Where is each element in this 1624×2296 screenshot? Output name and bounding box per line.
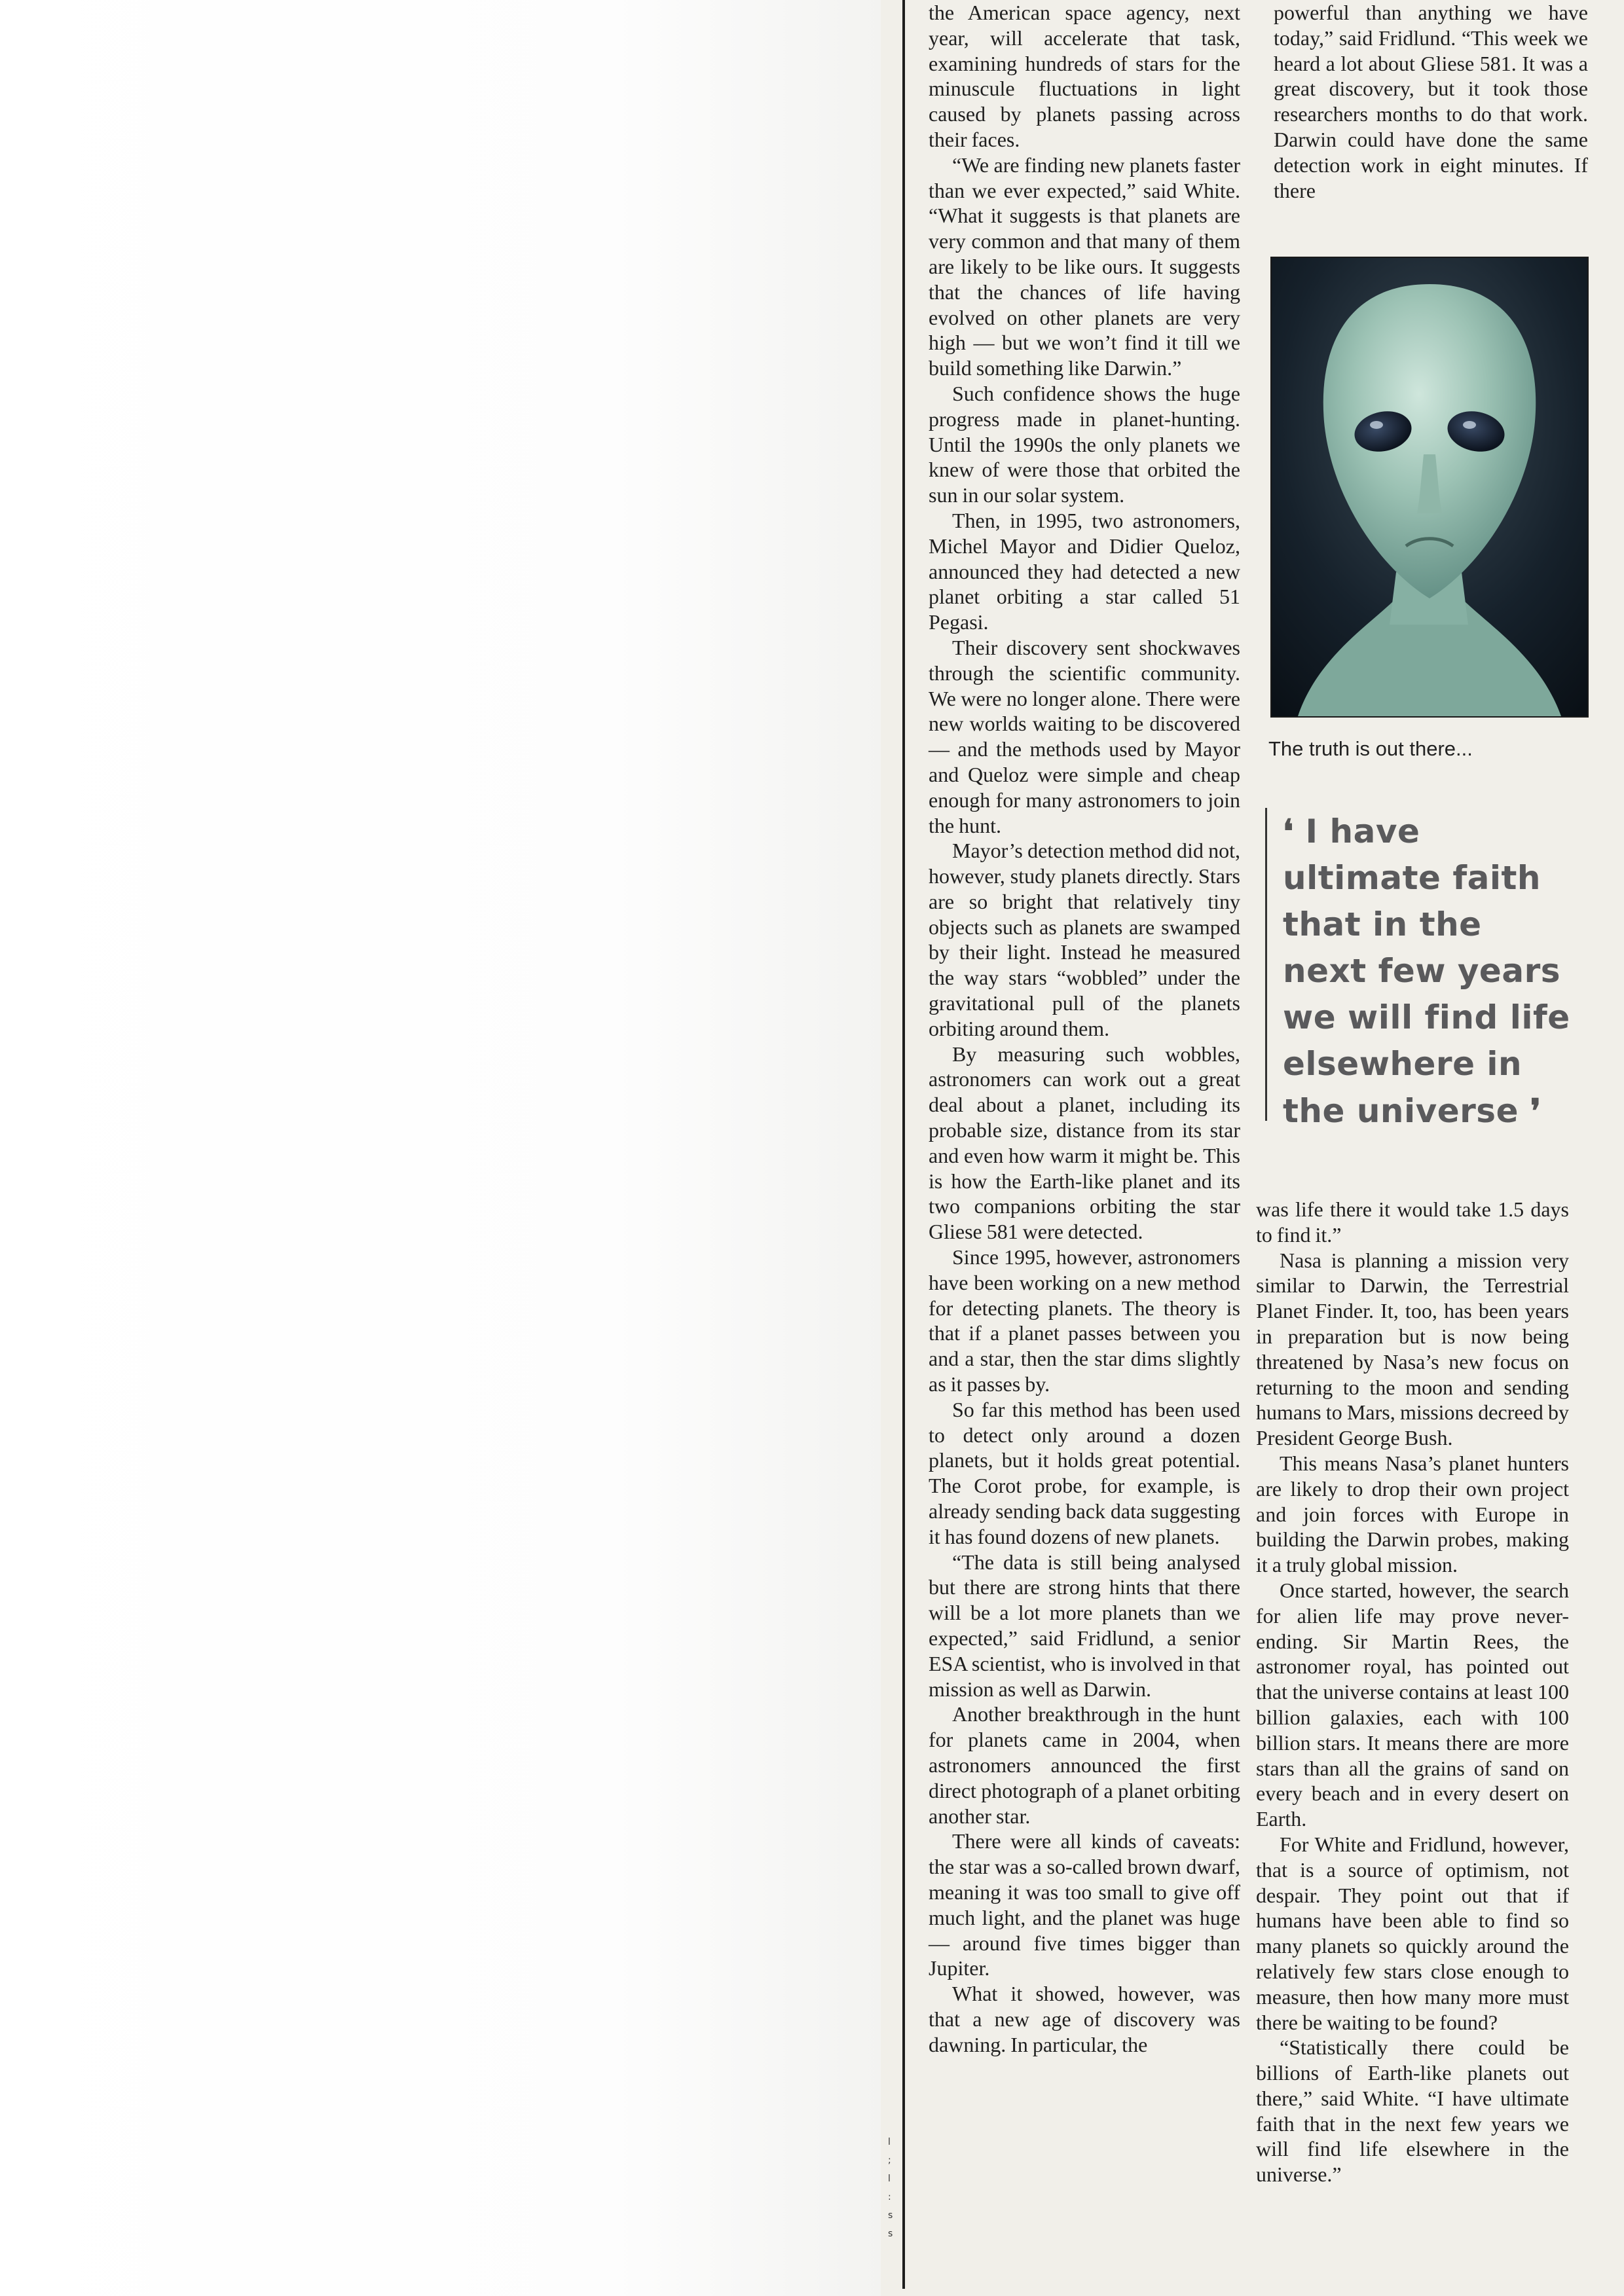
open-quote-mark: ❛	[1283, 812, 1294, 850]
paragraph: So far this method has been used to detect only around a dozen planets, but it holds great potential. The Corot probe, for example, is already sending back data suggesting it has found dozens of new planets.	[929, 1397, 1240, 1548]
paragraph: What it showed, however, was that a new age of discovery was dawning. In particular, the	[929, 1982, 1240, 2056]
paragraph: “Statistically there could be billions of Earth-like planets out there,” said White. “I have ultimate faith that in the next few years we will find life elsewhere in the universe.”	[1256, 2035, 1569, 2187]
article-column-right-bottom	[1256, 1197, 1569, 2187]
margin-tick: l	[888, 2174, 891, 2184]
paragraph: By measuring such wobbles, astronomers can work out a great deal about a planet, including its probable size, distance from its star and even how warm it might be. This is how the Earth-like planet and its two companions orbiting the star Gliese 581 were detected.	[929, 1042, 1240, 1244]
paragraph: Nasa is planning a mission very similar to Darwin, the Terrestrial Planet Finder. It, too, has been years in preparation but is now being threatened by Nasa’s new focus on returning to the moon and sending humans to Mars, missions decreed by President George Bush.	[1256, 1248, 1569, 1450]
paragraph: Their discovery sent shockwaves through the scientific community. We were no longer alone. There were new worlds waiting to be discovered — and the methods used by Mayor and Queloz were simple and cheap enough for many astronomers to join the hunt.	[929, 635, 1240, 837]
margin-tick: :	[888, 2192, 891, 2202]
margin-tick: s	[888, 2229, 893, 2239]
column-rule	[902, 0, 905, 2289]
pull-quote	[1265, 808, 1573, 1130]
paragraph: Once started, however, the search for alien life may prove never-ending. Sir Martin Rees, the astronomer royal, has pointed out that the universe contains at least 100 billion galaxies, each with 100 billion stars. It means there are more stars than all the grains of sand on every beach and in every desert on Earth.	[1256, 1578, 1569, 1831]
photo-caption: The truth is out there...	[1268, 737, 1473, 760]
paragraph: was life there it would take 1.5 days to find it.”	[1256, 1197, 1569, 1247]
paragraph: “The data is still being analysed but there are strong hints that there will be a lot more planets than we expected,” said Fridlund, a senior ESA scientist, who is involved in that mission as well as Darwin.	[929, 1550, 1240, 1701]
pull-quote-text: I have ultimate faith that in the next few years we will find life elsewhere in the universe	[1283, 812, 1570, 1130]
alien-photo	[1270, 257, 1589, 718]
paragraph: “We are finding new planets faster than we ever expected,” said White. “What it suggests is that planets are very common and that many of them are likely to be like ours. It suggests that the chances of life having evolved on other planets are very high — but we won’t find it till we build something like Darwin.”	[929, 153, 1240, 380]
paragraph: Such confidence shows the huge progress made in planet-hunting. Until the 1990s the only planets we knew of were those that orbited the sun in our solar system.	[929, 381, 1240, 507]
paragraph: Another breakthrough in the hunt for planets came in 2004, when astronomers announced the first direct photograph of a planet orbiting another star.	[929, 1702, 1240, 1828]
alien-head-illustration	[1272, 258, 1587, 716]
close-quote-mark: ❜	[1530, 1091, 1541, 1130]
article-column-right-top	[1274, 0, 1588, 203]
margin-ticks	[888, 2133, 900, 2243]
margin-tick: s	[888, 2210, 893, 2221]
paragraph: Since 1995, however, astronomers have been working on a new method for detecting planets. The theory is that if a planet passes between you and a star, then the star dims slightly as it passes by.	[929, 1245, 1240, 1396]
paragraph: the American space agency, next year, will accelerate that task, examining hundreds of stars for the minuscule fluctuations in light caused by planets passing across their faces.	[929, 1, 1240, 151]
paragraph: Then, in 1995, two astronomers, Michel Mayor and Didier Queloz, announced they had detected a new planet orbiting a star called 51 Pegasi.	[929, 508, 1240, 634]
paragraph: For White and Fridlund, however, that is a source of optimism, not despair. They point out that if humans have been able to find so many planets so quickly around the relatively few stars close enough to measure, then how many more must there be waiting to be found?	[1256, 1832, 1569, 2034]
paragraph: powerful than anything we have today,” said Fridlund. “This week we heard a lot about Gliese 581. It was a great discovery, but it took those researchers months to do that work. Darwin could have done the same detection work in eight minutes. If there	[1274, 1, 1588, 202]
margin-tick: l	[888, 2137, 891, 2147]
paragraph: Mayor’s detection method did not, however, study planets directly. Stars are so bright that relatively tiny objects such as planets are swamped by their light. Instead he measured the way stars “wobbled” under the gravitational pull of the planets orbiting around them.	[929, 839, 1240, 1040]
article-column-left	[929, 0, 1240, 2058]
margin-tick: ;	[888, 2155, 891, 2166]
paragraph: There were all kinds of caveats: the star was a so-called brown dwarf, meaning it was too small to give off much light, and the planet was huge — around five times bigger than Jupiter.	[929, 1829, 1240, 1980]
paragraph: This means Nasa’s planet hunters are likely to drop their own project and join forces with Europe in building the Darwin probes, making it a truly global mission.	[1256, 1451, 1569, 1577]
